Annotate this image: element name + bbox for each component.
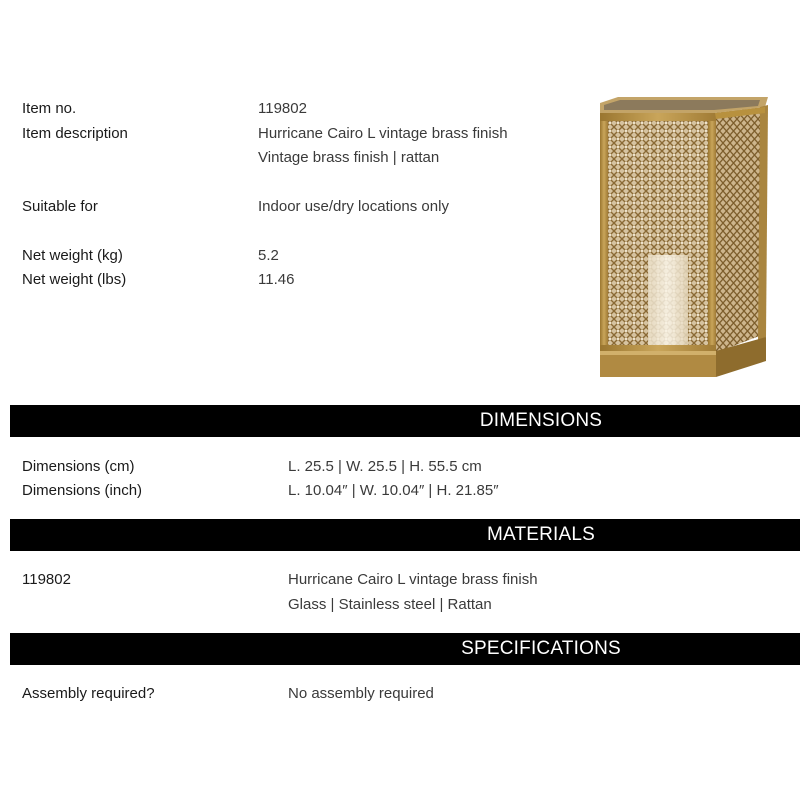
- item-description-line1: Hurricane Cairo L vintage brass finish: [258, 125, 508, 142]
- brass-rattan-hurricane-lantern-icon: [590, 95, 775, 380]
- item-description-line2: Vintage brass finish | rattan: [258, 149, 440, 166]
- suitable-for-label: Suitable for: [22, 198, 98, 215]
- net-weight-kg-value: 5.2: [258, 247, 279, 264]
- materials-line1: Hurricane Cairo L vintage brass finish: [288, 571, 538, 588]
- suitable-for-value: Indoor use/dry locations only: [258, 198, 449, 215]
- dimensions-title: DIMENSIONS: [479, 410, 603, 431]
- dimensions-header-bar: [10, 405, 800, 437]
- product-image: [590, 95, 775, 380]
- item-description-label: Item description: [22, 125, 128, 142]
- materials-item-code: 119802: [22, 571, 71, 588]
- dimensions-inch-value: L. 10.04″ | W. 10.04″ | H. 21.85″: [288, 482, 499, 499]
- assembly-required-value: No assembly required: [288, 685, 434, 702]
- dimensions-cm-label: Dimensions (cm): [22, 458, 135, 475]
- net-weight-lbs-label: Net weight (lbs): [22, 271, 127, 288]
- item-no-value: 119802: [258, 100, 307, 117]
- materials-title: MATERIALS: [486, 524, 596, 545]
- materials-line2: Glass | Stainless steel | Rattan: [288, 596, 492, 613]
- materials-header-bar: [10, 519, 800, 551]
- net-weight-kg-label: Net weight (kg): [22, 247, 123, 264]
- item-no-label: Item no.: [22, 100, 77, 117]
- specifications-header-bar: [10, 633, 800, 665]
- assembly-required-label: Assembly required?: [22, 685, 155, 702]
- specifications-title: SPECIFICATIONS: [461, 638, 621, 659]
- dimensions-cm-value: L. 25.5 | W. 25.5 | H. 55.5 cm: [288, 458, 482, 475]
- net-weight-lbs-value: 11.46: [258, 271, 295, 288]
- dimensions-inch-label: Dimensions (inch): [22, 482, 143, 499]
